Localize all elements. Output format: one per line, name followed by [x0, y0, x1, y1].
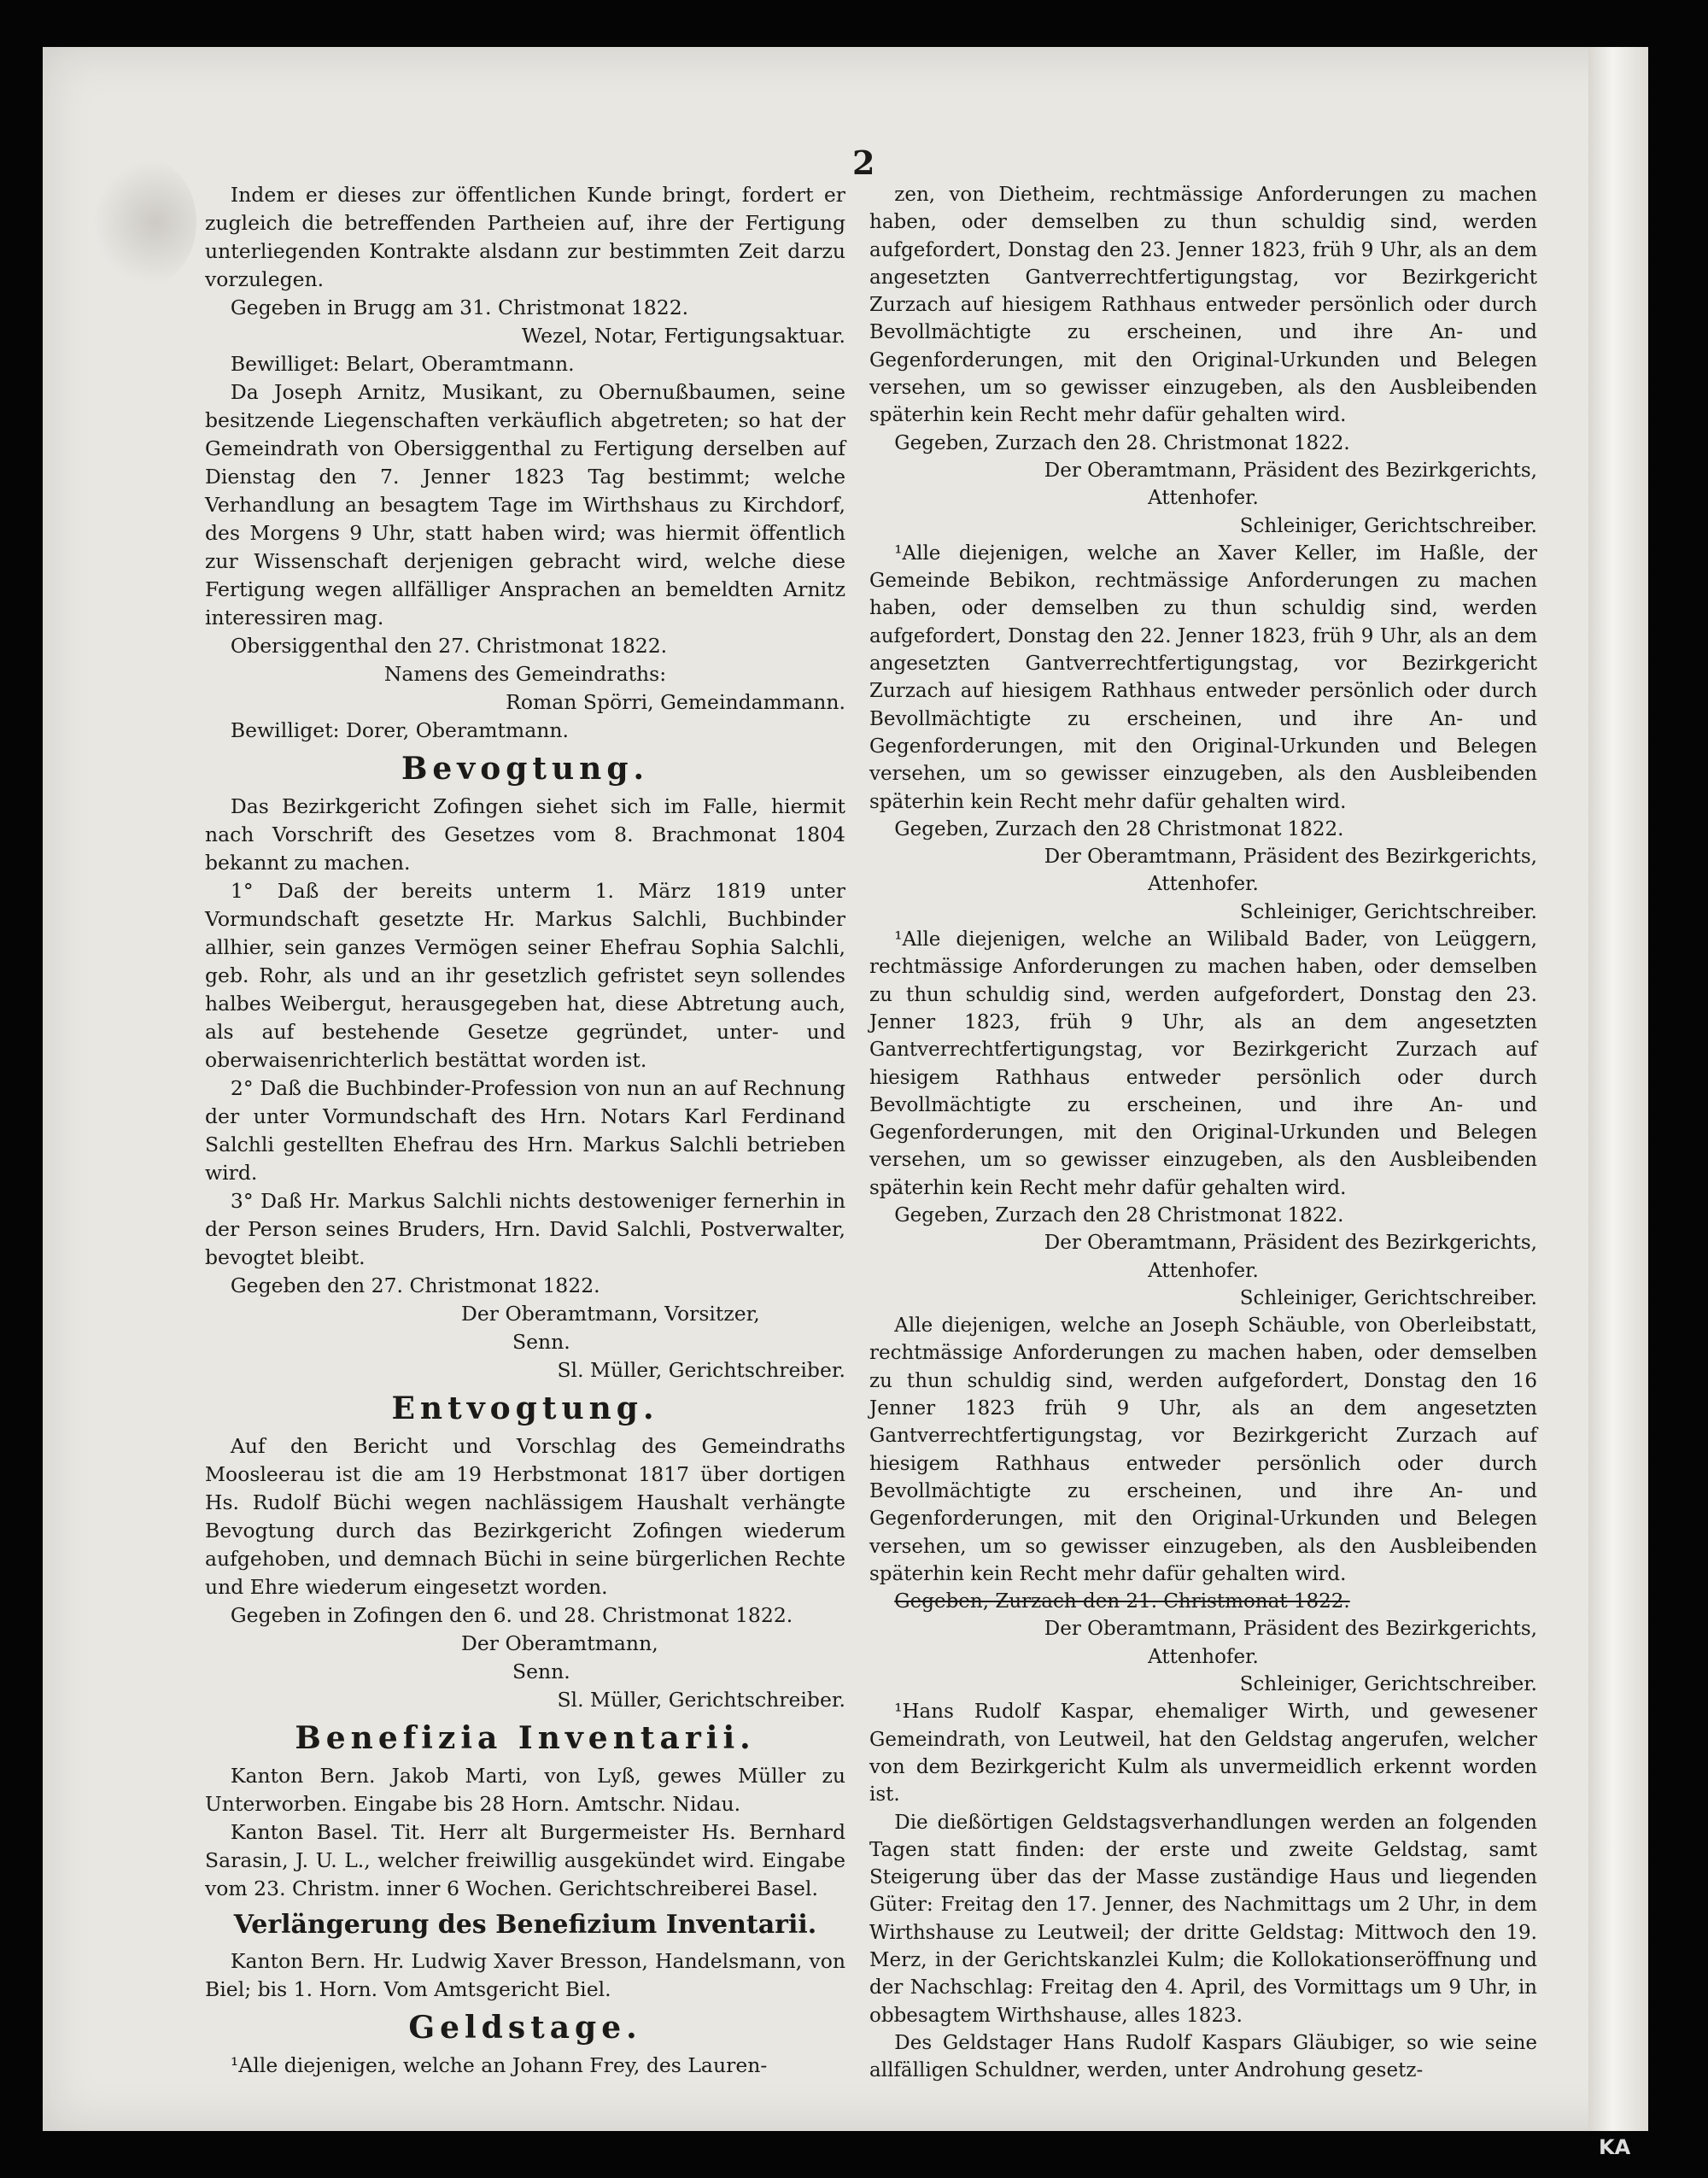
paragraph: Obersiggenthal den 27. Christmonat 1822.	[230, 634, 668, 658]
signature-line: Roman Spörri, Gemeindammann.	[506, 690, 845, 714]
section-heading: Benefizia Inventarii.	[295, 1720, 756, 1756]
signature-line: Schleiniger, Gerichtschreiber.	[1239, 514, 1537, 537]
paragraph: Gegeben in Brugg am 31. Christmonat 1822.	[230, 296, 689, 319]
centered-line: Attenhofer.	[1148, 873, 1259, 896]
paragraph: Da Joseph Arnitz, Musikant, zu Obernußbaumen, seine besitzende Liegenschaften verkäuflich abgetreten; so hat der Gemeindrath von Obersiggenthal zu Fertigung derselben auf Dienstag den 7. Jenner 1823 Tag bestimmt; welche Verhandlung an besagtem Tage im Wirthshaus zu Kirchdorf, des Morgens 9 Uhr, statt haben wird; was hiermit öffentlich zur Wissenschaft derjenigen gebracht wird, welche diese Fertigung wegen allfälliger Ansprachen an bemeldten Arnitz interessiren mag.	[205, 380, 845, 629]
paragraph: Bewilliget: Dorer, Oberamtmann.	[230, 718, 569, 742]
signature-line: Der Oberamtmann,	[461, 1631, 658, 1655]
paragraph: 1° Daß der bereits unterm 1. März 1819 unter Vormundschaft gesetzte Hr. Markus Salchli, Buchbinder allhier, sein ganzes Vermögen seiner Ehefrau Sophia Salchli, geb. Rohr, als und an ihr gesetzlich gefristet seyn sollendes halbes Weibergut, herausgegeben hat, diese Abtretung auch, als auf bestehende Gesetze gegründet, unter- und oberwaisenrichterlich bestättat worden ist.	[205, 879, 845, 1072]
signature-name: Senn.	[512, 1330, 570, 1354]
signature-line: Der Oberamtmann, Präsident des Bezirkgerichts,	[1044, 846, 1537, 869]
signature-line: Sl. Müller, Gerichtschreiber.	[557, 1688, 845, 1712]
paragraph: Gegeben den 27. Christmonat 1822.	[230, 1273, 600, 1297]
paragraph: ¹Hans Rudolf Kaspar, ehemaliger Wirth, und gewesener Gemeindrath, von Leutweil, hat den Geldstag angerufen, welcher von dem Bezirkgericht Kulm als unvermeidlich erkennt worden ist.	[869, 1701, 1537, 1806]
section-heading: Bevogtung.	[401, 751, 650, 787]
paragraph: Gegeben, Zurzach den 28. Christmonat 1822.	[894, 431, 1350, 454]
signature-line: Wezel, Notar, Fertigungsaktuar.	[521, 324, 845, 348]
paragraph: ¹Alle diejenigen, welche an Johann Frey, des Lauren-	[230, 2053, 768, 2077]
signature-line: Der Oberamtmann, Präsident des Bezirkgerichts,	[1044, 459, 1537, 482]
paragraph: Auf den Bericht und Vorschlag des Gemeindraths Moosleerau ist die am 19 Herbstmonat 1817 über dortigen Hs. Rudolf Büchi wegen nachlässigem Haushalt verhängte Bevogtung durch das Bezirkgericht Zofingen wiederum aufgehoben, und demnach Büchi in seine bürgerlichen Rechte und Ehre wiederum eingesetzt worden.	[205, 1434, 845, 1599]
paragraph: Gegeben, Zurzach den 28 Christmonat 1822.	[894, 817, 1344, 840]
signature-line: Der Oberamtmann, Präsident des Bezirkgerichts,	[1044, 1618, 1537, 1641]
centered-line: Attenhofer.	[1148, 487, 1259, 510]
signature-line: Schleiniger, Gerichtschreiber.	[1239, 1673, 1537, 1696]
paragraph: 3° Daß Hr. Markus Salchli nichts destoweniger fernerhin in der Person seines Bruders, Hrn. David Salchli, Postverwalter, bevogtet bleibt.	[205, 1189, 845, 1269]
paragraph: Indem er dieses zur öffentlichen Kunde bringt, fordert er zugleich die betreffenden Partheien auf, ihre der Fertigung unterliegenden Kontrakte alsdann zur bestimmten Zeit darzu vorzulegen.	[205, 183, 845, 291]
right-column	[869, 181, 1537, 2084]
paragraph: Alle diejenigen, welche an Joseph Schäuble, von Oberleibstatt, rechtmässige Anforderungen zu machen haben, oder demselben zu thun schuldig sind, werden aufgefordert, Donstag den 16 Jenner 1823 früh 9 Uhr, als an dem angesetzten Gantverrechtfertigungstag, vor Bezirkgericht Zurzach auf hiesigem Rathhaus entweder persönlich oder durch Bevollmächtigte zu erscheinen, und ihre An- und Gegenforderungen, mit den Original-Urkunden und Belegen versehen, um so gewisser einzugeben, als den Ausbleibenden späterhin kein Recht mehr dafür gehalten wird.	[869, 1314, 1537, 1585]
paragraph: Kanton Bern. Jakob Marti, von Lyß, gewes Müller zu Unterworben. Eingabe bis 28 Horn. Amtschr. Nidau.	[205, 1764, 845, 1816]
signature-line: Sl. Müller, Gerichtschreiber.	[557, 1358, 845, 1382]
struck-date-line: Gegeben, Zurzach den 21. Christmonat 1822.	[894, 1590, 1350, 1613]
paragraph: 2° Daß die Buchbinder-Profession von nun an auf Rechnung der unter Vormundschaft des Hrn. Notars Karl Ferdinand Salchli gestellten Ehefrau des Hrn. Markus Salchli betrieben wird.	[205, 1076, 845, 1185]
section-heading: Entvogtung.	[391, 1391, 659, 1426]
page-number: 2	[852, 143, 875, 182]
signature-line: Der Oberamtmann, Präsident des Bezirkgerichts,	[1044, 1232, 1537, 1255]
signature-line: Der Oberamtmann, Vorsitzer,	[461, 1302, 760, 1326]
paragraph: Gegeben in Zofingen den 6. und 28. Christmonat 1822.	[230, 1603, 793, 1627]
signature-line: Schleiniger, Gerichtschreiber.	[1239, 1286, 1537, 1309]
paragraph: Gegeben, Zurzach den 28 Christmonat 1822.	[894, 1203, 1344, 1227]
paragraph: Kanton Bern. Hr. Ludwig Xaver Bresson, Handelsmann, von Biel; bis 1. Horn. Vom Amtsgericht Biel.	[205, 1949, 845, 2001]
signature-line: Schleiniger, Gerichtschreiber.	[1239, 900, 1537, 923]
paragraph: zen, von Dietheim, rechtmässige Anforderungen zu machen haben, oder demselben zu thun schuldig sind, werden aufgefordert, Donstag den 23. Jenner 1823, früh 9 Uhr, als an dem angesetzten Gantverrechtfertigungstag, vor Bezirkgericht Zurzach auf hiesigem Rathhaus entweder persönlich oder durch Bevollmächtigte zu erscheinen, und ihre An- und Gegenforderungen, mit den Original-Urkunden und Belegen versehen, um so gewisser einzugeben, als den Ausbleibenden späterhin kein Recht mehr dafür gehalten wird.	[869, 184, 1537, 427]
centered-line: Attenhofer.	[1148, 1645, 1259, 1668]
paragraph: ¹Alle diejenigen, welche an Wilibald Bader, von Leüggern, rechtmässige Anforderungen zu machen haben, oder demselben zu thun schuldig sind, werden aufgefordert, Donstag den 23. Jenner 1823, früh 9 Uhr, als an dem angesetzten Gantverrechtfertigungstag, vor Bezirkgericht Zurzach auf hiesigem Rathhaus entweder persönlich oder durch Bevollmächtigte zu erscheinen, und ihre An- und Gegenforderungen, mit den Original-Urkunden und Belegen versehen, um so gewisser einzugeben, als den Ausbleibenden späterhin kein Recht mehr dafür gehalten wird.	[869, 928, 1537, 1199]
section-heading: Geldstage.	[408, 2010, 642, 2046]
paragraph: Die dießörtigen Geldstagsverhandlungen werden an folgenden Tagen statt finden: der erste und zweite Geldstag, samt Steigerung über das der Masse zuständige Haus und liegenden Güter: Freitag den 17. Jenner, des Nachmittags um 2 Uhr, in dem Wirthshause zu Leutweil; der dritte Geldstag: Mittwoch den 19. Merz, in der Gerichtskanzlei Kulm; die Kollokationseröffnung und der Nachschlag: Freitag den 4. April, des Vormittags um 9 Uhr, in obbesagtem Wirthshause, alles 1823.	[869, 1811, 1537, 2027]
centered-line: Namens des Gemeindraths:	[383, 662, 667, 686]
paragraph: Bewilliget: Belart, Oberamtmann.	[230, 352, 575, 376]
signature-name: Senn.	[512, 1660, 570, 1683]
corner-mark: KA	[1599, 2135, 1631, 2159]
faded-stamp-mark	[94, 158, 196, 286]
centered-line: Attenhofer.	[1148, 1259, 1259, 1282]
paragraph: Des Geldstager Hans Rudolf Kaspars Gläubiger, so wie seine allfälligen Schuldner, werden, unter Androhung gesetz-	[869, 2031, 1537, 2082]
paper-fold-edge	[1588, 47, 1648, 2131]
paragraph: ¹Alle diejenigen, welche an Xaver Keller, im Haßle, der Gemeinde Bebikon, rechtmässige Anforderungen zu machen haben, oder demselben zu thun schuldig sind, werden aufgefordert, Donstag den 22. Jenner 1823, früh 9 Uhr, als an dem angesetzten Gantverrechtfertigungstag, vor Bezirkgericht Zurzach auf hiesigem Rathhaus entweder persönlich oder durch Bevollmächtigte zu erscheinen, und ihre An- und Gegenforderungen, mit den Original-Urkunden und Belegen versehen, um so gewisser einzugeben, als den Ausbleibenden späterhin kein Recht mehr dafür gehalten wird.	[869, 542, 1537, 813]
left-column	[205, 181, 845, 2080]
section-subheading: Verlängerung des Benefizium Inventarii.	[233, 1910, 817, 1940]
paragraph: Das Bezirkgericht Zofingen siehet sich im Falle, hiermit nach Vorschrift des Gesetzes vom 8. Brachmonat 1804 bekannt zu machen.	[205, 794, 845, 875]
paragraph: Kanton Basel. Tit. Herr alt Burgermeister Hs. Bernhard Sarasin, J. U. L., welcher freiwillig ausgekündet wird. Eingabe vom 23. Christm. inner 6 Wochen. Gerichtschreiberei Basel.	[205, 1820, 845, 1900]
